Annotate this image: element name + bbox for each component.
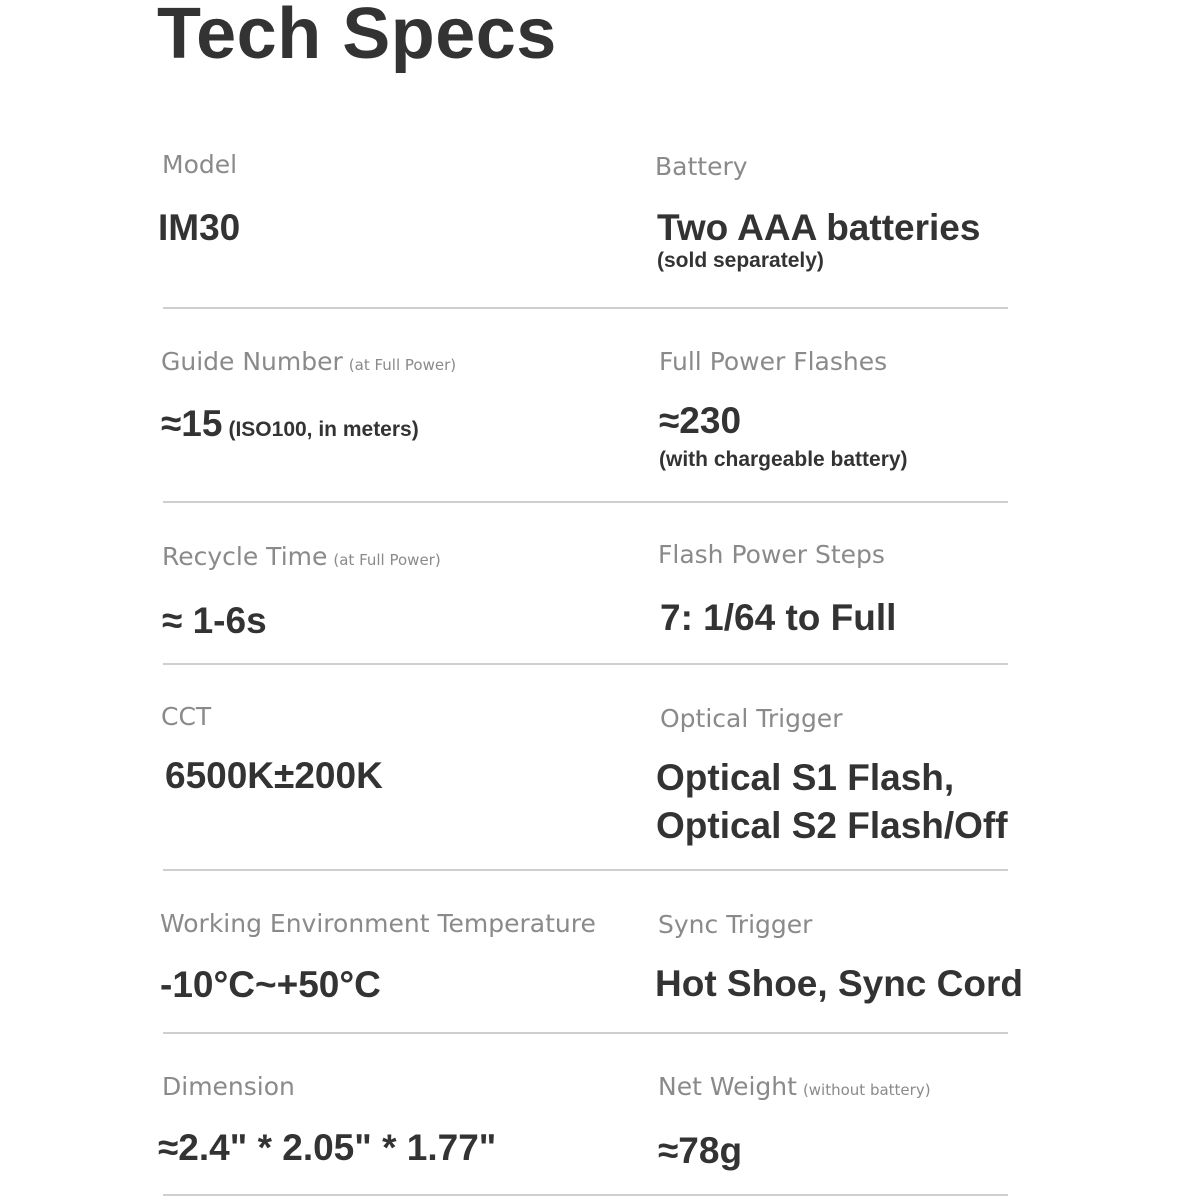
spec-label bbox=[162, 542, 441, 575]
spec-value bbox=[161, 400, 456, 454]
spec-label-text: Full Power Flashes bbox=[659, 347, 888, 376]
spec-label-text: Recycle Time bbox=[162, 542, 328, 571]
spec-battery bbox=[655, 152, 980, 274]
spec-label bbox=[160, 909, 596, 939]
spec-label-note: (without battery) bbox=[802, 1081, 931, 1099]
spec-note-text: (with chargeable battery) bbox=[659, 448, 908, 471]
spec-label-text: Model bbox=[162, 150, 238, 179]
spec-label-text: Working Environment Temperature bbox=[160, 909, 596, 938]
spec-value bbox=[657, 204, 980, 252]
divider bbox=[163, 1194, 1008, 1196]
spec-model bbox=[158, 150, 241, 252]
spec-value-text: Optical S2 Flash/Off bbox=[656, 805, 1008, 846]
spec-value-text: ≈2.4" * 2.05" * 1.77" bbox=[158, 1127, 497, 1168]
spec-value bbox=[158, 204, 240, 252]
spec-label-text: Net Weight bbox=[658, 1072, 797, 1101]
spec-value-text: ≈15 bbox=[161, 403, 223, 444]
spec-value-text: ≈78g bbox=[658, 1130, 743, 1171]
spec-note bbox=[659, 447, 908, 473]
spec-value-text: Two AAA batteries bbox=[657, 207, 981, 248]
spec-net-weight bbox=[658, 1072, 931, 1175]
spec-label-text: Sync Trigger bbox=[658, 910, 813, 939]
divider bbox=[163, 663, 1008, 665]
divider bbox=[163, 501, 1008, 503]
spec-value-text: Optical S1 Flash, bbox=[656, 757, 955, 798]
spec-value bbox=[160, 961, 596, 1009]
spec-flash-power-steps bbox=[658, 540, 896, 642]
spec-value-line-2 bbox=[656, 802, 1008, 850]
spec-value-text: Hot Shoe, Sync Cord bbox=[655, 963, 1023, 1004]
spec-value bbox=[162, 597, 441, 645]
spec-optical-trigger bbox=[656, 704, 1008, 850]
spec-note-text: (sold separately) bbox=[657, 249, 824, 272]
spec-label-text: CCT bbox=[161, 702, 212, 731]
spec-label-text: Flash Power Steps bbox=[658, 540, 885, 569]
spec-value bbox=[165, 752, 383, 800]
divider bbox=[163, 869, 1008, 871]
spec-label bbox=[659, 347, 908, 377]
divider bbox=[163, 1032, 1008, 1034]
spec-label bbox=[162, 150, 240, 180]
spec-label-text: Battery bbox=[655, 152, 748, 181]
spec-value-text: IM30 bbox=[158, 207, 241, 248]
spec-label-text: Dimension bbox=[162, 1072, 295, 1101]
spec-value-text: 6500K±200K bbox=[165, 755, 383, 796]
spec-label-note: (at Full Power) bbox=[333, 551, 441, 569]
page-title: Tech Specs bbox=[157, 0, 557, 74]
spec-dimension bbox=[158, 1072, 497, 1172]
spec-value-text: -10°C~+50°C bbox=[160, 964, 381, 1005]
spec-label bbox=[161, 702, 383, 732]
spec-label-text: Optical Trigger bbox=[660, 704, 843, 733]
spec-recycle-time bbox=[162, 542, 441, 645]
spec-value-text: ≈ 1-6s bbox=[162, 600, 267, 641]
spec-value bbox=[655, 960, 1023, 1008]
spec-sync-trigger bbox=[655, 910, 1023, 1008]
spec-label bbox=[161, 347, 456, 380]
spec-value bbox=[158, 1124, 496, 1172]
spec-working-temperature bbox=[160, 909, 596, 1009]
spec-cct bbox=[161, 702, 383, 800]
spec-label bbox=[162, 1072, 496, 1102]
spec-value-text: 7: 1/64 to Full bbox=[660, 597, 897, 638]
spec-value bbox=[658, 1127, 931, 1175]
spec-value-note: (ISO100, in meters) bbox=[228, 418, 419, 441]
spec-label-text: Guide Number bbox=[161, 347, 343, 376]
spec-label bbox=[658, 1072, 931, 1105]
spec-label-note: (at Full Power) bbox=[348, 356, 457, 374]
spec-label bbox=[658, 540, 896, 570]
spec-label bbox=[658, 910, 1023, 940]
divider bbox=[163, 307, 1008, 309]
spec-value bbox=[660, 594, 896, 642]
spec-value bbox=[659, 397, 908, 445]
spec-full-power-flashes bbox=[659, 347, 908, 473]
spec-label bbox=[655, 152, 980, 182]
spec-guide-number bbox=[161, 347, 456, 454]
spec-label bbox=[660, 704, 1008, 734]
spec-value bbox=[656, 754, 1008, 802]
spec-value-text: ≈230 bbox=[659, 400, 742, 441]
